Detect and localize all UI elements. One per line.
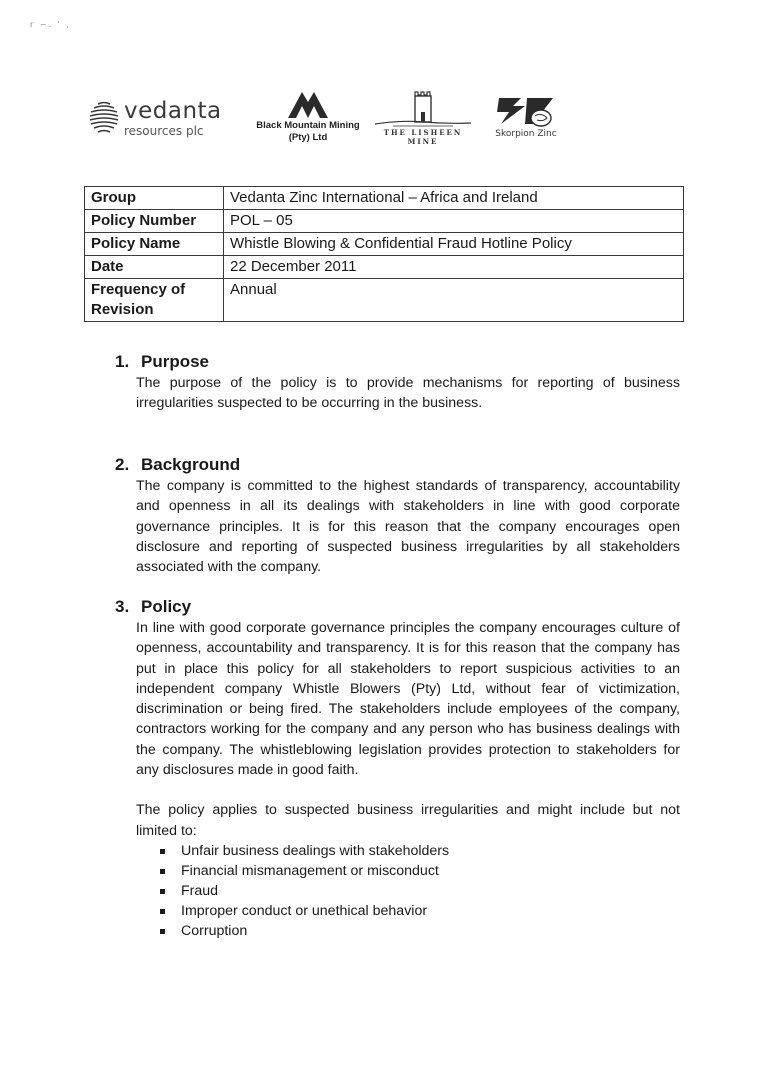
info-value: Annual xyxy=(224,279,684,322)
irregularities-list xyxy=(115,841,680,941)
skorpion-logo xyxy=(486,94,566,144)
section-heading xyxy=(115,596,680,618)
table-row xyxy=(85,279,684,322)
lisheen-name: THE LISHEEN MINE xyxy=(383,128,463,146)
info-value: Vedanta Zinc International – Africa and Ireland xyxy=(224,187,684,210)
lisheen-logo xyxy=(368,90,478,150)
table-row xyxy=(85,210,684,233)
list-item: Corruption xyxy=(181,921,680,941)
vedanta-sub: resources plc xyxy=(124,124,204,138)
section-number: 3. xyxy=(115,597,130,616)
section-purpose xyxy=(115,351,680,414)
section-heading xyxy=(115,454,680,476)
castle-tower-icon xyxy=(373,90,473,128)
section-title: Background xyxy=(141,455,241,474)
policy-info-table xyxy=(84,186,684,322)
list-item: Financial mismanagement or misconduct xyxy=(181,861,680,881)
list-item: Fraud xyxy=(181,881,680,901)
info-key: Policy Name xyxy=(85,233,224,256)
section-number: 1. xyxy=(115,352,130,371)
table-row xyxy=(85,233,684,256)
section-paragraph: The company is committed to the highest standards of transparency, accountability and openness in all its dealings with stakeholders in line with good corporate governance principles. It is for this reason that the company encourages open disclosure and reporting of suspected business irregularities by all stakeholders associated with the company. xyxy=(136,478,680,576)
section-paragraph: The policy applies to suspected business irregularities and might include but not limited to: xyxy=(136,802,680,839)
section-title: Policy xyxy=(141,597,192,616)
info-key: Date xyxy=(85,256,224,279)
info-value: POL – 05 xyxy=(224,210,684,233)
table-row xyxy=(85,256,684,279)
vedanta-brand: vedanta xyxy=(124,98,222,124)
list-item: Unfair business dealings with stakeholders xyxy=(181,841,680,861)
section-background xyxy=(115,454,680,577)
black-mountain-suffix: (Pty) Ltd xyxy=(288,132,328,143)
info-key: Group xyxy=(85,187,224,210)
black-mountain-logo xyxy=(248,88,368,152)
logo-strip xyxy=(88,88,568,158)
vedanta-emblem-icon xyxy=(88,100,120,136)
table-row xyxy=(85,187,684,210)
section-paragraph: In line with good corporate governance principles the company encourages culture of openness, accountability and transparency. It is for this reason that the company has put in place this policy for all stakeholders to report suspicious activities to an independent company Whistle Blowers (Pty) Ltd, without fear of victimization, discrimination or being fired. The stakeholders include employees of the company, contractors working for the company and any person who has business dealings with the company. The whistleblowing legislation provides protection to stakeholders for any disclosures made in good faith. xyxy=(136,620,680,779)
section-title: Purpose xyxy=(141,352,210,371)
skorpion-emblem-icon xyxy=(495,94,557,128)
mountain-icon xyxy=(286,88,330,120)
section-number: 2. xyxy=(115,455,130,474)
black-mountain-name: Black Mountain Mining xyxy=(256,120,360,131)
section-heading xyxy=(115,351,680,373)
list-item: Improper conduct or unethical behavior xyxy=(181,901,680,921)
section-paragraph: The purpose of the policy is to provide mechanisms for reporting of business irregularities suspected to be occurring in the business. xyxy=(136,375,680,412)
info-key: Frequency of Revision xyxy=(85,279,224,322)
info-value: 22 December 2011 xyxy=(224,256,684,279)
skorpion-name: Skorpion Zinc xyxy=(495,129,557,139)
scan-artifact: r ~. ' , xyxy=(30,20,71,29)
info-value: Whistle Blowing & Confidential Fraud Hotline Policy xyxy=(224,233,684,256)
section-policy xyxy=(115,596,680,941)
info-key: Policy Number xyxy=(85,210,224,233)
vedanta-logo xyxy=(88,98,222,138)
